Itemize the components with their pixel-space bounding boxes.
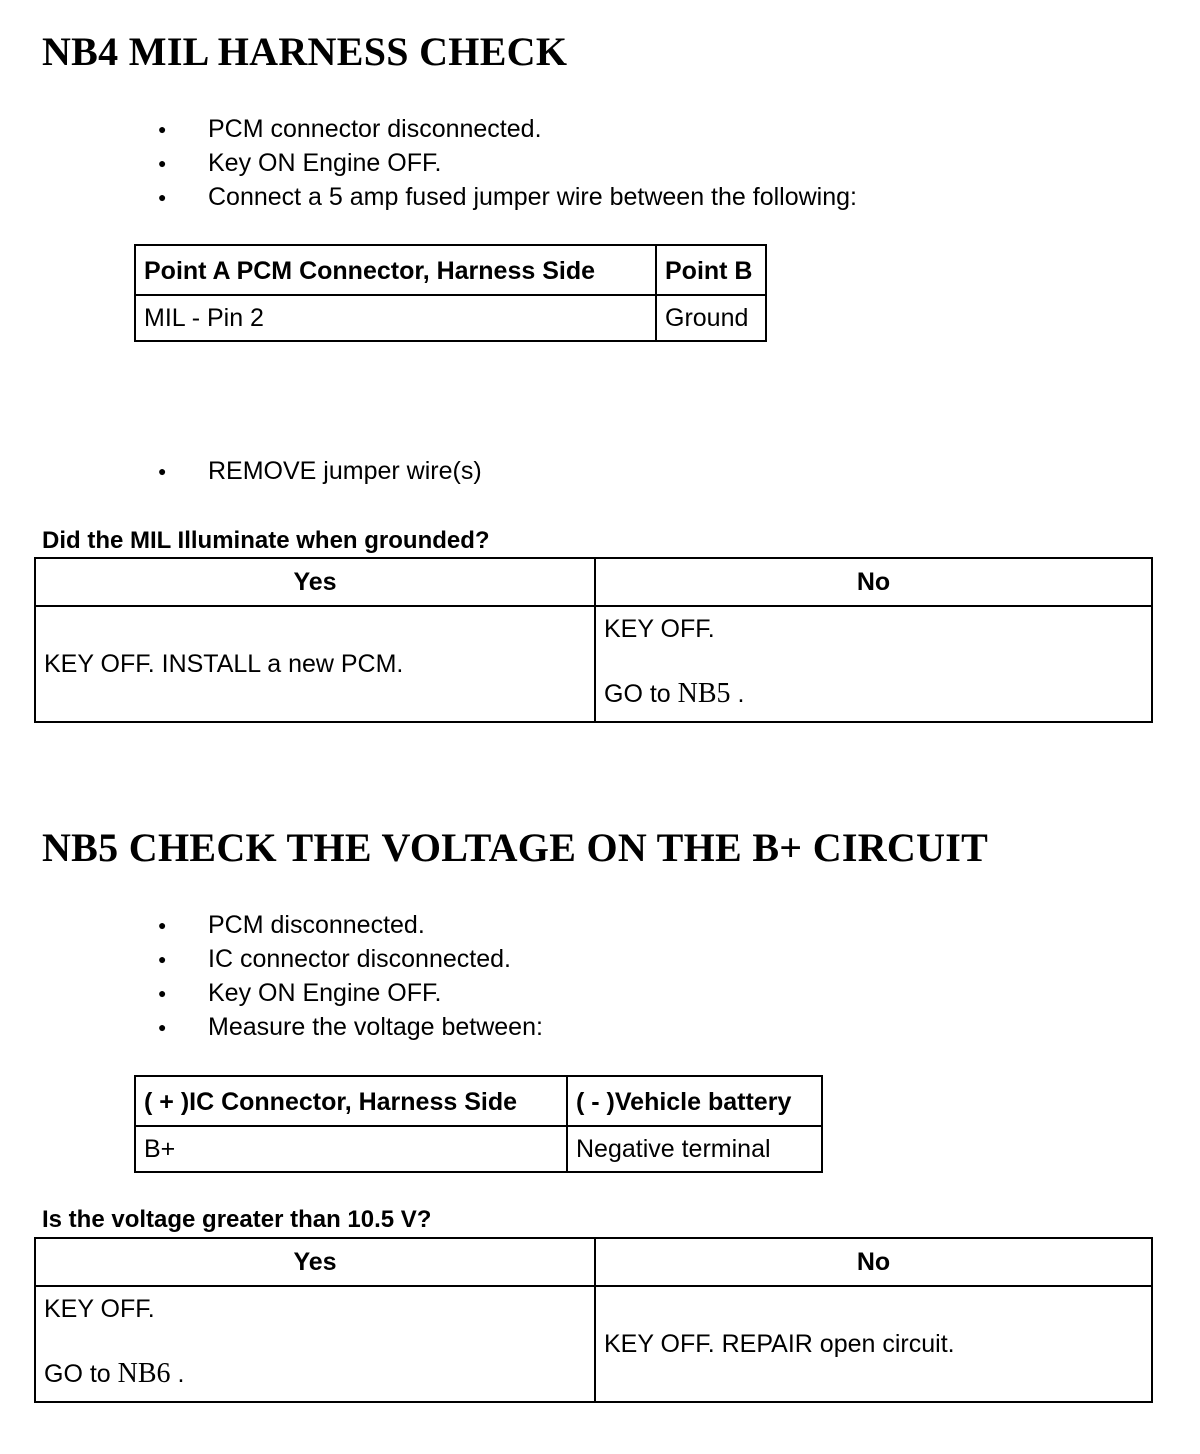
goto-line — [44, 1358, 586, 1390]
nb5-bullet-list — [150, 908, 543, 1044]
table-header-row — [135, 245, 766, 295]
list-item: ● PCM disconnected. — [150, 908, 543, 942]
yes-text-line: KEY OFF. — [44, 1295, 155, 1323]
goto-nb6-link[interactable]: NB6 — [117, 1358, 171, 1389]
table-header-cell: Point A PCM Connector, Harness Side — [135, 245, 656, 295]
table-row — [135, 295, 766, 341]
table-cell: Ground — [656, 295, 766, 341]
goto-prefix: GO to — [44, 1360, 111, 1388]
table-cell: B+ — [135, 1126, 567, 1172]
table-header-row — [35, 1238, 1152, 1286]
table-row — [35, 1286, 1152, 1402]
table-row — [135, 1126, 822, 1172]
table-header-row — [135, 1076, 822, 1126]
table-cell: Negative terminal — [567, 1126, 822, 1172]
nb4-jumper-table — [134, 244, 767, 342]
yes-header: Yes — [35, 558, 595, 606]
list-item: ● REMOVE jumper wire(s) — [150, 454, 482, 488]
goto-prefix: GO to — [604, 680, 671, 708]
nb5-title: NB5 CHECK THE VOLTAGE ON THE B+ CIRCUIT — [42, 825, 989, 870]
nb4-question: Did the MIL Illuminate when grounded? — [42, 527, 490, 554]
table-header-row — [35, 558, 1152, 606]
no-cell — [595, 606, 1152, 722]
goto-suffix: . — [177, 1360, 185, 1388]
yes-cell — [35, 606, 595, 722]
list-item: ● Connect a 5 amp fused jumper wire between the following: — [150, 180, 857, 214]
no-header: No — [595, 558, 1152, 606]
table-header-cell: Point B — [656, 245, 766, 295]
list-item: ● Measure the voltage between: — [150, 1010, 543, 1044]
list-item: ● Key ON Engine OFF. — [150, 146, 857, 180]
nb5-question: Is the voltage greater than 10.5 V? — [42, 1206, 432, 1233]
nb4-title: NB4 MIL HARNESS CHECK — [42, 29, 568, 74]
no-text-line: KEY OFF. — [604, 615, 715, 643]
no-cell — [595, 1286, 1152, 1402]
table-row — [35, 606, 1152, 722]
table-cell: MIL - Pin 2 — [135, 295, 656, 341]
table-header-cell: ( + )IC Connector, Harness Side — [135, 1076, 567, 1126]
nb4-answer-table — [34, 557, 1153, 723]
no-text: KEY OFF. REPAIR open circuit. — [604, 1329, 955, 1358]
goto-line — [604, 678, 1143, 710]
goto-suffix: . — [737, 680, 745, 708]
nb4-bullet-after — [150, 454, 482, 488]
yes-text: KEY OFF. INSTALL a new PCM. — [44, 649, 404, 678]
nb4-bullet-list — [150, 112, 857, 214]
nb5-answer-table — [34, 1237, 1153, 1403]
table-header-cell: ( - )Vehicle battery — [567, 1076, 822, 1126]
list-item: ● Key ON Engine OFF. — [150, 976, 543, 1010]
list-item: ● IC connector disconnected. — [150, 942, 543, 976]
nb5-measure-table — [134, 1075, 823, 1173]
no-header: No — [595, 1238, 1152, 1286]
yes-header: Yes — [35, 1238, 595, 1286]
goto-nb5-link[interactable]: NB5 — [677, 678, 731, 709]
yes-cell — [35, 1286, 595, 1402]
list-item: ● PCM connector disconnected. — [150, 112, 857, 146]
